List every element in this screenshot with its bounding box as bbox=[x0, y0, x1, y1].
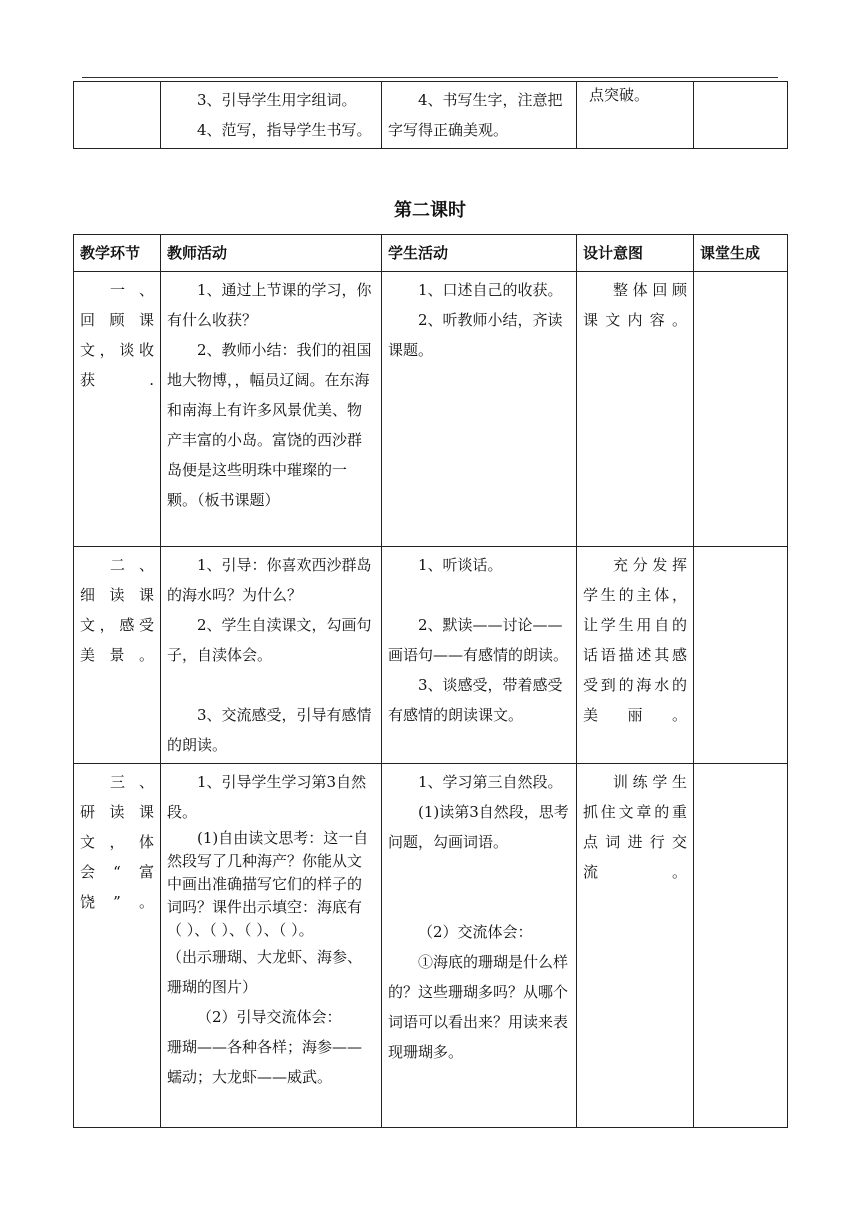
text-line: 1、引导学生学习第3自然段。 bbox=[167, 773, 367, 821]
text-line: 1、引导：你喜欢西沙群岛的海水吗？为什么？ bbox=[167, 556, 372, 604]
output-cell bbox=[694, 82, 788, 149]
design-cell bbox=[577, 272, 694, 547]
text-line: （2）交流体会： bbox=[418, 923, 533, 941]
stage-cell bbox=[74, 82, 161, 149]
stage-cell bbox=[74, 764, 161, 1128]
header-design: 设计意图 bbox=[577, 235, 694, 272]
stage-text: 三、研读课文，体会“富饶”。 bbox=[80, 773, 154, 911]
previous-lesson-table bbox=[73, 81, 788, 149]
design-cell bbox=[577, 547, 694, 764]
text-line: 3、引导学生用字组词。 bbox=[197, 91, 357, 109]
student-cell bbox=[382, 764, 577, 1128]
teacher-cell bbox=[161, 272, 382, 547]
output-cell bbox=[694, 272, 788, 547]
text-line: ①海底的珊瑚是什么样的？这些珊瑚多吗？从哪个词语可以看出来？用读来表现珊瑚多。 bbox=[388, 953, 569, 1061]
teacher-cell bbox=[161, 547, 382, 764]
section-title: 第二课时 bbox=[394, 200, 466, 221]
text-line: （出示珊瑚、大龙虾、海参、珊瑚的图片） bbox=[167, 948, 363, 996]
text-line: 4、范写，指导学生书写。 bbox=[197, 121, 372, 139]
text-line: 2、默读——讨论——画语句——有感情的朗读。 bbox=[388, 616, 569, 664]
text-line: 2、学生自渎课文，勾画句子，自渎体会。 bbox=[167, 616, 372, 664]
header-stage: 教学环节 bbox=[74, 235, 161, 272]
design-cell bbox=[577, 82, 694, 149]
text-line: 整体回顾课文内容。 bbox=[583, 281, 687, 329]
student-cell bbox=[382, 272, 577, 547]
text-line: （2）引导交流体会： bbox=[197, 1008, 342, 1026]
header-row bbox=[74, 235, 788, 272]
table-row bbox=[74, 547, 788, 764]
table-row bbox=[74, 764, 788, 1128]
text-line: 3、交流感受，引导有感情的朗读。 bbox=[167, 706, 372, 754]
stage-text: 二、细读课文，感受美景。 bbox=[80, 556, 154, 664]
text-line: 1、口述自己的收获。 bbox=[418, 281, 563, 299]
text-line: (1)自由读文思考：这一自然段写了几种海产？你能从文中画出准确描写它们的样子的词吗？课件出示填空：海底有（ ）、（ ）、（ ）、（ ）。 bbox=[167, 829, 369, 939]
header-teacher: 教师活动 bbox=[161, 235, 382, 272]
text-line: 珊瑚——各种各样；海参——蠕动；大龙虾——威武。 bbox=[167, 1038, 363, 1086]
stage-cell bbox=[74, 272, 161, 547]
table-row bbox=[74, 82, 788, 149]
table-row bbox=[74, 272, 788, 547]
student-cell bbox=[382, 547, 577, 764]
lesson-plan-table bbox=[73, 234, 788, 1128]
text-line: 点突破。 bbox=[589, 86, 650, 104]
text-line: 1、学习第三自然段。 bbox=[418, 773, 563, 791]
text-line: 1、听谈话。 bbox=[418, 556, 503, 574]
student-cell bbox=[382, 82, 577, 149]
text-line: 4、书写生字，注意把字写得正确美观。 bbox=[388, 91, 563, 139]
teacher-cell bbox=[161, 764, 382, 1128]
output-cell bbox=[694, 547, 788, 764]
teacher-cell bbox=[161, 82, 382, 149]
header-output: 课堂生成 bbox=[694, 235, 788, 272]
header-student: 学生活动 bbox=[382, 235, 577, 272]
stage-cell bbox=[74, 547, 161, 764]
text-line: (1)读第3自然段，思考问题，勾画词语。 bbox=[388, 803, 569, 851]
text-line: 训练学生抓住文章的重点词进行交流。 bbox=[583, 773, 687, 881]
text-line: 2、教师小结：我们的祖国地大物博，，幅员辽阔。在东海和南海上有许多风景优美、物产丰富的小岛。富饶的西沙群岛便是这些明珠中璀璨的一颗。（板书课题） bbox=[167, 341, 372, 509]
header-rule bbox=[82, 77, 778, 78]
text-line: 3、谈感受，带着感受有感情的朗读课文。 bbox=[388, 676, 563, 724]
design-cell bbox=[577, 764, 694, 1128]
stage-text: 一、回顾课文，谈收获. bbox=[80, 281, 154, 389]
text-line: 2、听教师小结，齐读课题。 bbox=[388, 311, 563, 359]
output-cell bbox=[694, 764, 788, 1128]
text-line: 充分发挥学生的主体，让学生用自的话语描述其感受到的海水的美丽。 bbox=[583, 556, 687, 724]
text-line: 1、通过上节课的学习，你有什么收获？ bbox=[167, 281, 372, 329]
